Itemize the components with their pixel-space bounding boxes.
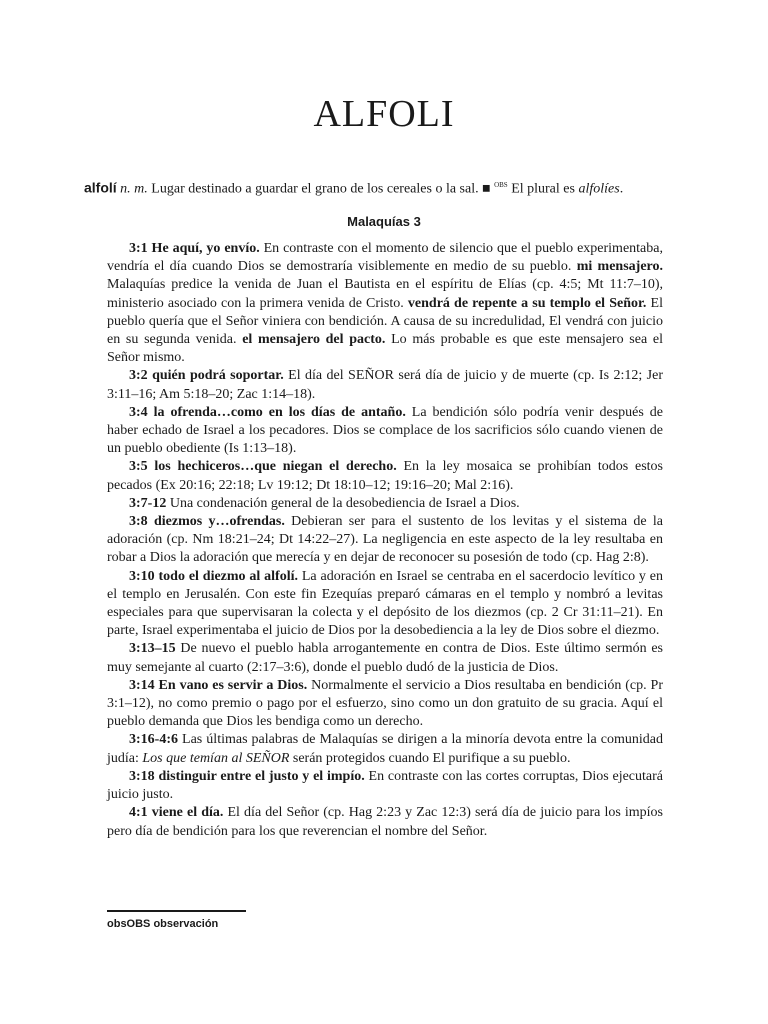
paragraph-text: Malaquías predice la venida de Juan el Bautista en el espíritu de Elías (cp. 4:5; Mt 11:7–10), ministerio asociado con la primera venida de Cristo. (107, 277, 663, 311)
paragraph-text: En contraste con el momento de silencio que el pueblo experimentaba, vendría el día cuando Dios se demostraría visiblemente en medio de su pueblo. (107, 241, 663, 275)
obs-marker: OBS (494, 181, 508, 189)
commentary-paragraph (107, 768, 663, 804)
bold-phrase: vendrá de repente a su templo el Señor. (407, 295, 647, 311)
page-title: ALFOLI (313, 93, 455, 135)
commentary-paragraph (107, 731, 663, 767)
commentary-paragraph (107, 804, 663, 840)
paragraph-text: El pueblo quería que el Señor viniera con bendición. A causa de su incredulidad, El vendrá con juicio en su segunda venida. (107, 295, 663, 348)
entry-note: El plural es (507, 181, 579, 197)
paragraph-text: La bendición sólo podría venir después de haber echado de Israel a los pecadores. Dios se complace de los sacrificios sólo cuando vienen de un pueblo obediente (Is 1:13–18). (107, 404, 663, 457)
commentary-paragraph (107, 404, 663, 459)
commentary-body (107, 240, 663, 841)
entry-grammar: n. m. (120, 181, 148, 197)
paragraph-text: De nuevo el pueblo habla arrogantemente en contra de Dios. Este último sermón es muy semejante al cuarto (2:17–3:6), donde el pueblo dudó de la justicia de Dios. (107, 641, 663, 675)
paragraph-text: Normalmente el servicio a Dios resultaba en bendición (cp. Pr 3:1–12), no como premio o pago por el esfuerzo, sino como un don gratuito de su gracia. Aquí el pueblo demanda que Dios les bendiga como un derecho. (107, 677, 663, 730)
bold-phrase: mi mensajero. (576, 259, 664, 275)
commentary-paragraph (107, 568, 663, 641)
commentary-paragraph (107, 677, 663, 732)
commentary-paragraph (107, 240, 663, 367)
verse-reference: 3:16-4:6 (129, 732, 178, 748)
verse-reference: 3:8 diezmos y…ofrendas. (129, 514, 285, 530)
commentary-paragraph (107, 458, 663, 494)
paragraph-text: Debieran ser para el sustento de los levitas y el sistema de la adoración (cp. Nm 18:21–24; Dt 14:22–27). La negligencia en este aspecto de la ley resultaba en robar a Dios la adoración que merecía y en dejar de reconocer su posesión de todo (cp. Hag 2:8). (107, 514, 663, 566)
entry-end: . (619, 181, 624, 197)
verse-reference: 3:14 En vano es servir a Dios. (129, 677, 308, 693)
commentary-paragraph (107, 495, 663, 513)
italic-phrase: Los que temían al SEÑOR (142, 750, 290, 766)
commentary-paragraph (107, 640, 663, 676)
section-title: Malaquías 3 (347, 214, 421, 229)
verse-reference: 3:13–15 (129, 641, 176, 657)
paragraph-text: El día del Señor (cp. Hag 2:23 y Zac 12:3) será día de juicio para los impíos pero día de bendición para los que reverencian el nombre del Señor. (107, 805, 664, 839)
entry-definition: Lugar destinado a guardar el grano de los cereales o la sal. ■ (147, 181, 495, 197)
paragraph-text: Las últimas palabras de Malaquías se dirigen a la minoría devota entre la comunidad judía: (107, 732, 663, 766)
footnote: obsOBS observación (107, 918, 219, 930)
paragraph-text: En la ley mosaica se prohibían todos estos pecados (Ex 20:16; 22:18; Lv 19:12; Dt 18:10–12; 19:16–20; Mal 2:16). (107, 459, 663, 493)
entry-headword: alfolí (84, 179, 117, 196)
paragraph-text: La adoración en Israel se centraba en el sacerdocio levítico y en el templo en Jerusalén. Con este fin Ezequías preparó cámaras en el templo y nombró a levitas especiales para que supervisaran la colecta y el depósito de los diezmos (cp. 2 Cr 31:11–21). En parte, Israel experimentaba el juicio de Dios por la desobediencia a la ley de Dios sobre el diezmo. (107, 568, 663, 639)
paragraph-text: El día del SEÑOR será día de juicio y de muerte (cp. Is 2:12; Jer 3:11–16; Am 5:18–20; Zac 1:14–18). (107, 368, 663, 402)
verse-reference: 3:2 quién podrá soportar. (129, 368, 284, 384)
commentary-paragraph (107, 513, 663, 568)
entry-plural: alfolíes (578, 181, 620, 197)
verse-reference: 3:5 los hechiceros…que niegan el derecho. (129, 459, 397, 475)
verse-reference: 3:7-12 (129, 495, 167, 511)
verse-reference: 3:10 todo el diezmo al alfolí. (129, 568, 298, 584)
commentary-paragraph (107, 367, 663, 403)
verse-reference: 3:1 He aquí, yo envío. (129, 241, 260, 256)
dictionary-entry (84, 176, 644, 199)
paragraph-text: En contraste con las cortes corruptas, Dios ejecutará juicio justo. (107, 768, 664, 803)
paragraph-text: serán protegidos cuando El purifique a su pueblo. (289, 750, 571, 766)
footnote-rule (107, 910, 246, 912)
verse-reference: 3:4 la ofrenda…como en los días de antaño. (129, 404, 406, 420)
paragraph-text: Una condenación general de la desobediencia de Israel a Dios. (166, 495, 520, 511)
verse-reference: 4:1 viene el día. (129, 805, 224, 821)
paragraph-text: Lo más probable es que este mensajero sea el Señor mismo. (107, 332, 663, 366)
verse-reference: 3:18 distinguir entre el justo y el impío. (129, 768, 365, 784)
bold-phrase: el mensajero del pacto. (242, 332, 386, 348)
